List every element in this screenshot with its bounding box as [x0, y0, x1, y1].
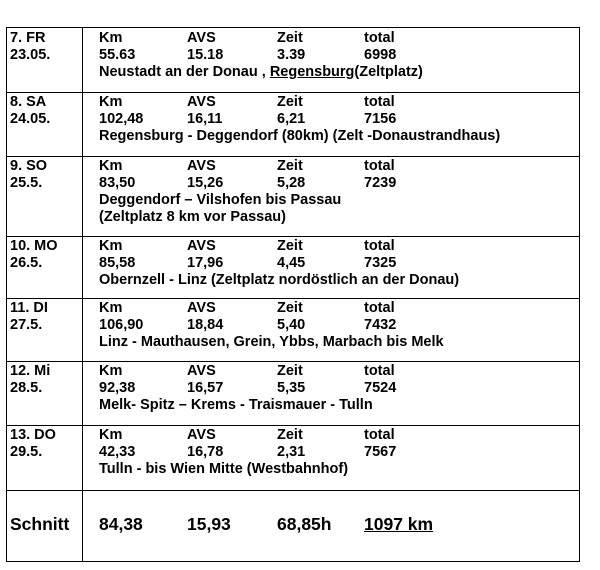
- route-text: [99, 272, 459, 289]
- avs-header: AVS: [187, 30, 216, 46]
- avs-header: AVS: [187, 158, 216, 174]
- avs-header: AVS: [187, 238, 216, 254]
- row-divider: [7, 156, 579, 157]
- route-text: [99, 64, 423, 81]
- km-value: 106,90: [99, 317, 144, 333]
- total-value: 7239: [364, 175, 397, 191]
- km-header: Km: [99, 94, 123, 110]
- avs-value: 17,96: [187, 255, 224, 271]
- row-divider: [7, 298, 579, 299]
- zeit-value: 3.39: [277, 47, 306, 63]
- zeit-header: Zeit: [277, 238, 303, 254]
- km-value: 83,50: [99, 175, 136, 191]
- row-divider: [7, 361, 579, 362]
- date-label: 23.05.: [10, 47, 51, 63]
- summary-zeit: 68,85h: [277, 514, 332, 534]
- row-divider: [7, 92, 579, 93]
- km-header: Km: [99, 427, 123, 443]
- route-text: [99, 128, 500, 145]
- avs-value: 18,84: [187, 317, 224, 333]
- day-label: 7. FR: [10, 30, 46, 46]
- zeit-value: 5,40: [277, 317, 306, 333]
- total-header: total: [364, 300, 395, 316]
- total-value: 7156: [364, 111, 397, 127]
- total-header: total: [364, 94, 395, 110]
- zeit-header: Zeit: [277, 30, 303, 46]
- zeit-header: Zeit: [277, 158, 303, 174]
- avs-header: AVS: [187, 300, 216, 316]
- day-label: 9. SO: [10, 158, 48, 174]
- total-header: total: [364, 30, 395, 46]
- zeit-value: 5,28: [277, 175, 306, 191]
- route-part: Melk- Spitz – Krems - Traismauer - Tulln: [99, 397, 373, 413]
- summary-label: Schnitt: [10, 514, 70, 534]
- route-part: Linz - Mauthausen, Grein, Ybbs, Marbach bis Melk: [99, 334, 444, 350]
- km-header: Km: [99, 300, 123, 316]
- total-header: total: [364, 238, 395, 254]
- route-text: [99, 192, 341, 209]
- day-label: 12. Mi: [10, 363, 51, 379]
- avs-value: 15,26: [187, 175, 224, 191]
- km-header: Km: [99, 30, 123, 46]
- avs-value: 16,78: [187, 444, 224, 460]
- km-value: 92,38: [99, 380, 136, 396]
- route-text: [99, 461, 348, 478]
- avs-header: AVS: [187, 94, 216, 110]
- day-label: 8. SA: [10, 94, 47, 110]
- day-label: 10. MO: [10, 238, 58, 254]
- km-header: Km: [99, 158, 123, 174]
- day-label: 13. DO: [10, 427, 56, 443]
- total-value: 7524: [364, 380, 397, 396]
- avs-value: 15.18: [187, 47, 224, 63]
- zeit-header: Zeit: [277, 300, 303, 316]
- avs-header: AVS: [187, 427, 216, 443]
- km-value: 55.63: [99, 47, 136, 63]
- route-text: [99, 209, 286, 226]
- zeit-value: 6,21: [277, 111, 306, 127]
- summary-total: 1097 km: [364, 514, 434, 534]
- avs-value: 16,57: [187, 380, 224, 396]
- summary-km: 84,38: [99, 514, 143, 534]
- zeit-value: 2,31: [277, 444, 306, 460]
- total-value: 7432: [364, 317, 397, 333]
- route-place-underlined: Regensburg: [269, 64, 355, 80]
- total-header: total: [364, 427, 395, 443]
- row-divider: [7, 425, 579, 426]
- date-label: 27.5.: [10, 317, 43, 333]
- route-part: Neustadt an der Donau ,: [99, 64, 270, 80]
- route-part: Deggendorf – Vilshofen bis Passau: [99, 192, 342, 208]
- km-value: 102,48: [99, 111, 144, 127]
- route-text: [99, 334, 444, 351]
- zeit-header: Zeit: [277, 363, 303, 379]
- total-value: 7567: [364, 444, 397, 460]
- zeit-value: 5,35: [277, 380, 306, 396]
- row-divider: [7, 490, 579, 491]
- total-value: 7325: [364, 255, 397, 271]
- day-label: 11. DI: [10, 300, 48, 316]
- route-part: Regensburg - Deggendorf (80km) (Zelt -Donaustrandhaus): [99, 128, 501, 144]
- route-part: Tulln - bis Wien Mitte (Westbahnhof): [99, 461, 349, 477]
- km-value: 42,33: [99, 444, 136, 460]
- summary-avs: 15,93: [187, 514, 231, 534]
- row-divider: [7, 236, 579, 237]
- date-label: 28.5.: [10, 380, 43, 396]
- date-label: 29.5.: [10, 444, 43, 460]
- km-header: Km: [99, 238, 123, 254]
- avs-value: 16,11: [187, 111, 223, 127]
- zeit-header: Zeit: [277, 94, 303, 110]
- route-part: (Zeltplatz 8 km vor Passau): [99, 209, 286, 225]
- zeit-value: 4,45: [277, 255, 306, 271]
- zeit-header: Zeit: [277, 427, 303, 443]
- date-label: 24.05.: [10, 111, 51, 127]
- date-label: 25.5.: [10, 175, 43, 191]
- route-part: Obernzell - Linz (Zeltplatz nordöstlich an der Donau): [99, 272, 460, 288]
- total-value: 6998: [364, 47, 397, 63]
- date-label: 26.5.: [10, 255, 43, 271]
- km-value: 85,58: [99, 255, 136, 271]
- route-part: (Zeltplatz): [354, 64, 423, 80]
- route-text: [99, 397, 373, 414]
- km-header: Km: [99, 363, 123, 379]
- avs-header: AVS: [187, 363, 216, 379]
- tour-log-table: [6, 27, 580, 562]
- total-header: total: [364, 158, 395, 174]
- column-divider: [82, 28, 83, 561]
- total-header: total: [364, 363, 395, 379]
